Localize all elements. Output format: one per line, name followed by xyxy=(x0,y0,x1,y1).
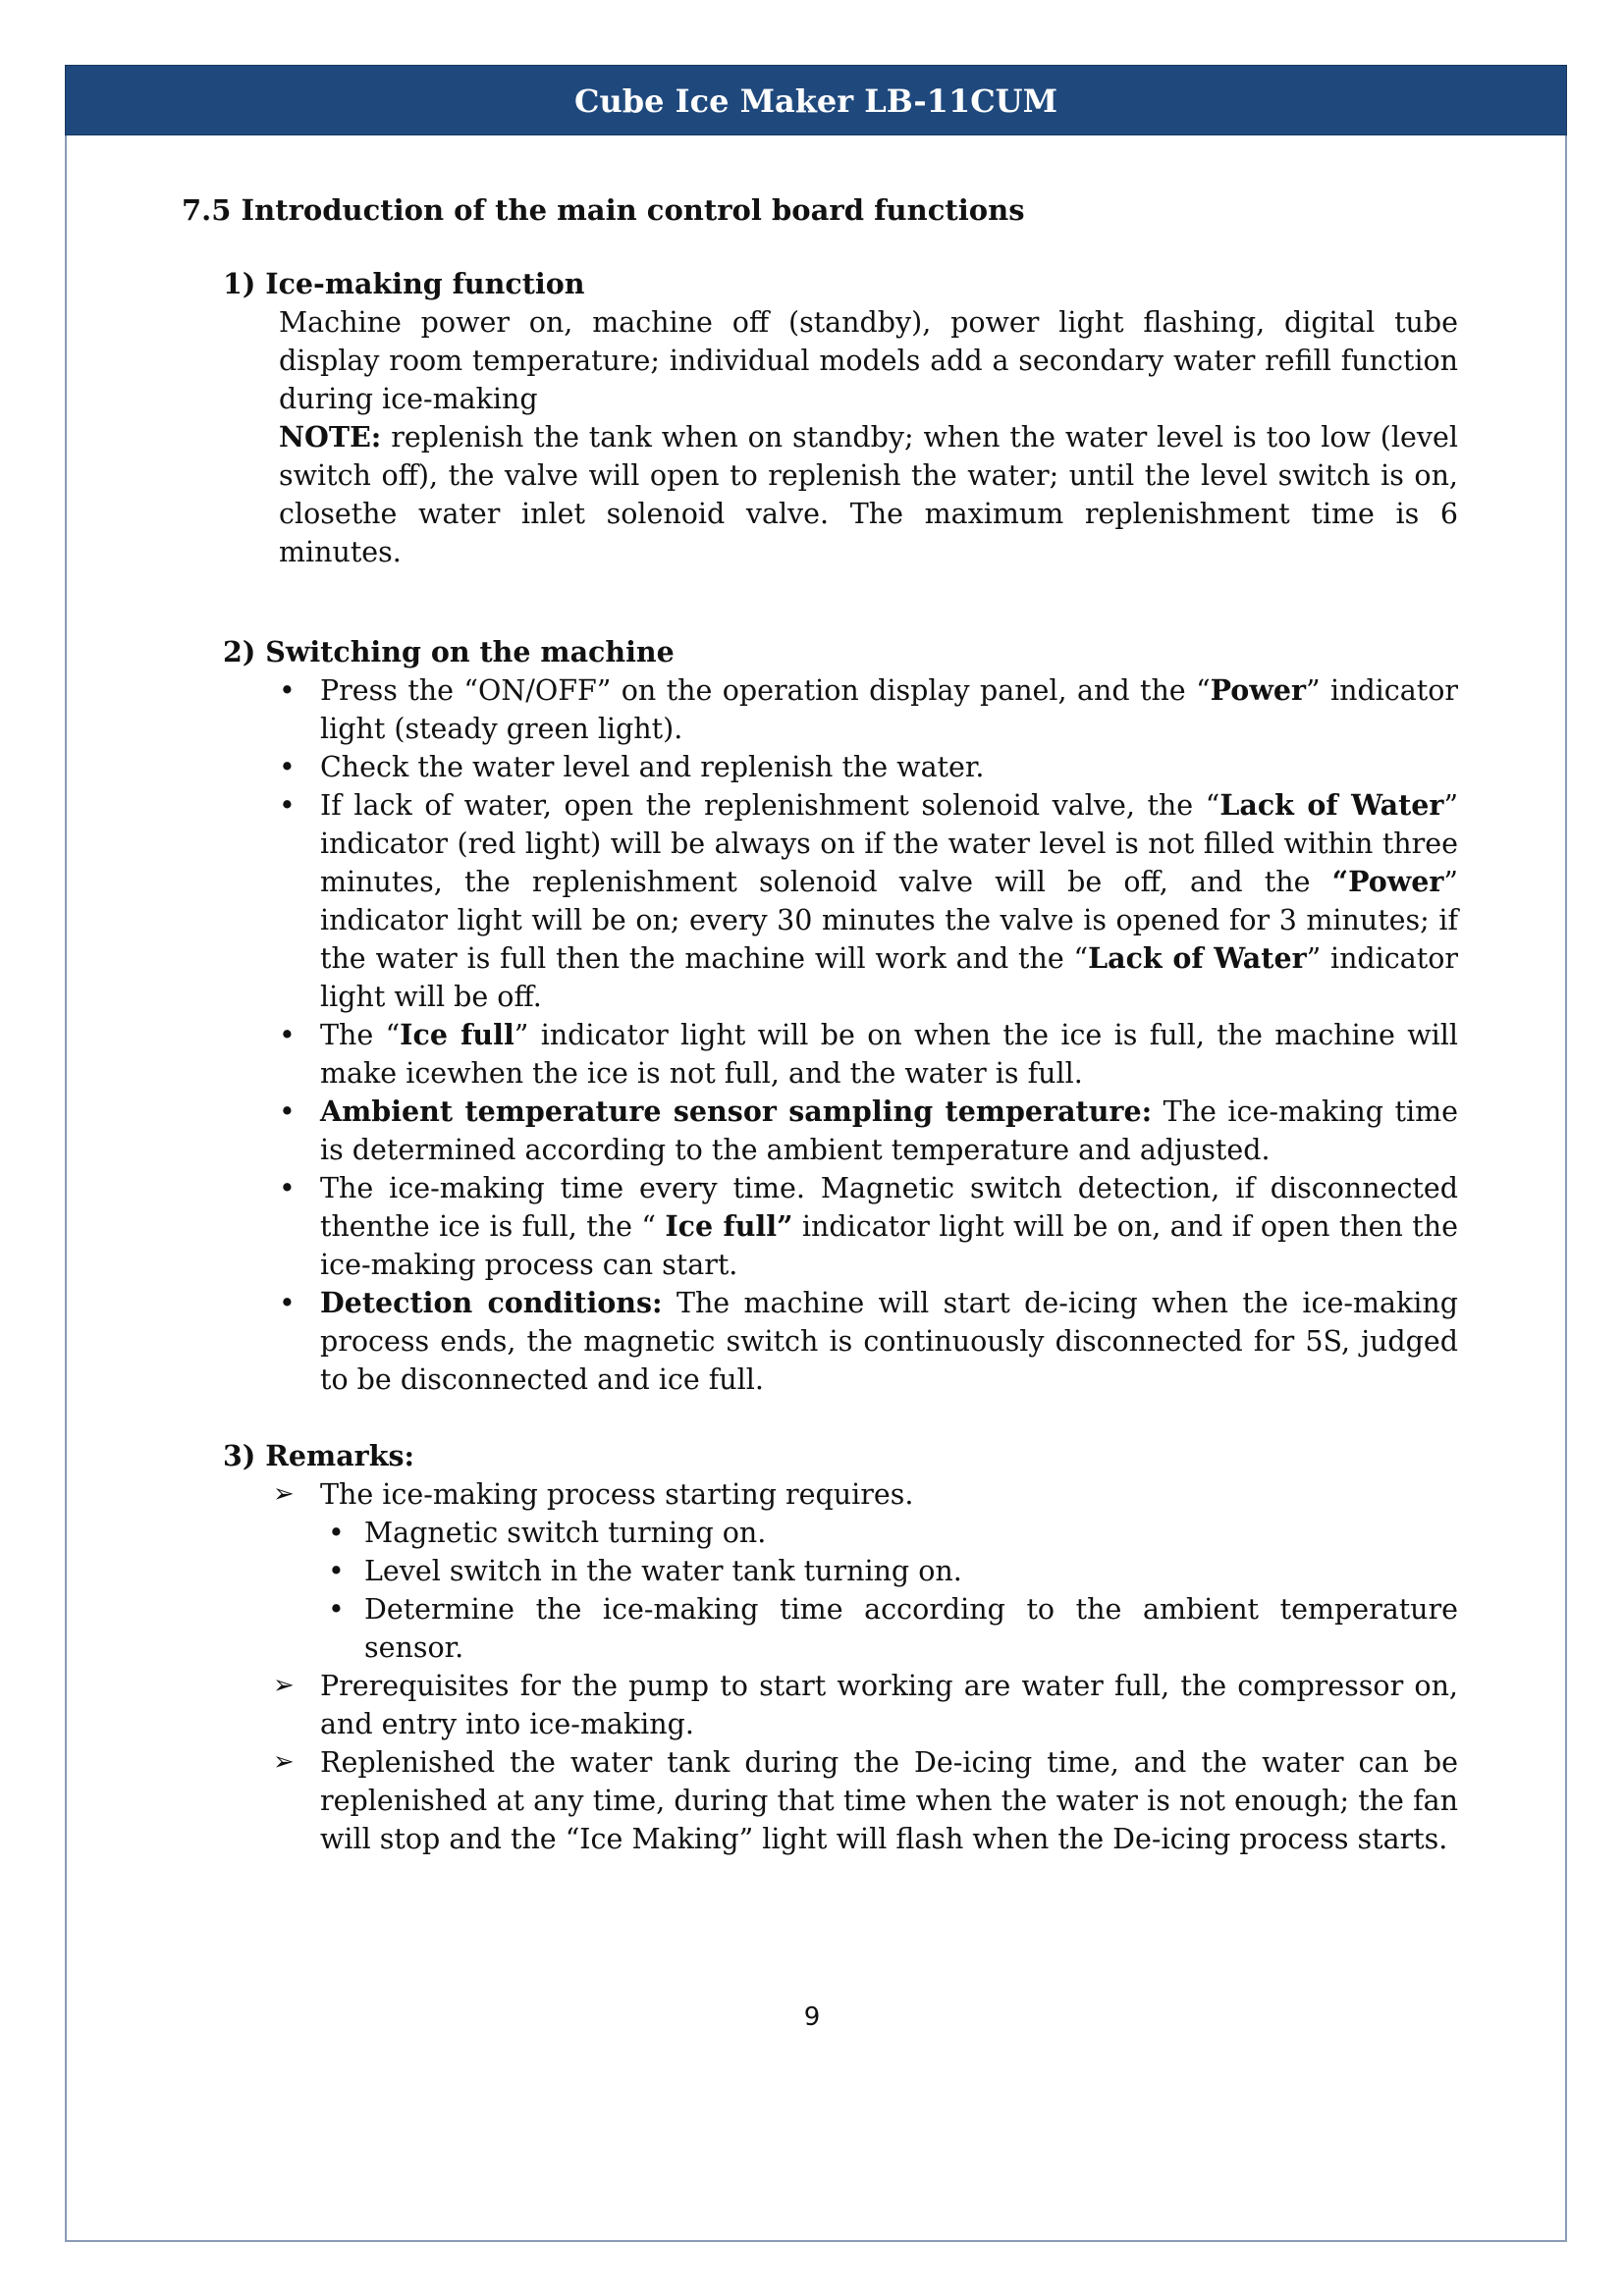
item-switching-on xyxy=(182,633,1458,1399)
document-header xyxy=(65,65,1567,135)
list-item: • Check the water level and replenish the water. xyxy=(270,748,1458,786)
item2-list xyxy=(223,671,1458,1399)
item3-title: 3) Remarks: xyxy=(223,1439,415,1472)
list-item: • Press the “ON/OFF” on the operation display panel, and the “Power” indicator light (steady green light). xyxy=(270,671,1458,748)
list-item: ➢ Prerequisites for the pump to start working are water full, the compressor on, and entry into ice-making. xyxy=(270,1667,1458,1743)
page-number: 9 xyxy=(803,2002,821,2032)
list-item: • Detection conditions: The machine will start de-icing when the ice-making process ends, the magnetic switch is continuously disconnected for 5S, judged to be disconnected and ice full. xyxy=(270,1284,1458,1399)
item-remarks xyxy=(182,1437,1458,1858)
header-title: Cube Ice Maker LB-11CUM xyxy=(574,82,1057,120)
page-content xyxy=(182,191,1458,1858)
section-title: 7.5 Introduction of the main control board functions xyxy=(182,193,1025,227)
list-item: • The “Ice full” indicator light will be on when the ice is full, the machine will make icewhen the ice is not full, and the water is full. xyxy=(270,1016,1458,1093)
list-item: ➢ The ice-making process starting requires. • Magnetic switch turning on. • Level switch in the water tank turning on. • Determine the ice-making time according to the ambient temperature sensor. xyxy=(270,1475,1458,1667)
list-item: • The ice-making time every time. Magnetic switch detection, if disconnected thenthe ice is full, the “ Ice full” indicator light will be on, and if open then the ice-making process can start. xyxy=(270,1169,1458,1284)
sub-list xyxy=(320,1514,1458,1667)
sub-list-item: • Level switch in the water tank turning on. xyxy=(320,1552,1458,1590)
item1-title: 1) Ice-making function xyxy=(223,267,585,300)
item1-note xyxy=(279,418,1458,571)
list-item: • If lack of water, open the replenishment solenoid valve, the “Lack of Water” indicator (red light) will be always on if the water level is not filled within three minutes, the replenishment solenoid valve will be off, and the “Power” indicator light will be on; every 30 minutes the valve is opened for 3 minutes; if the water is full then the machine will work and the “Lack of Water” indicator light will be off. xyxy=(270,786,1458,1016)
item-ice-making-function xyxy=(182,265,1458,571)
sub-list-item: • Determine the ice-making time according to the ambient temperature sensor. xyxy=(320,1590,1458,1667)
list-item: • Ambient temperature sensor sampling temperature: The ice-making time is determined according to the ambient temperature and adjusted. xyxy=(270,1093,1458,1169)
item1-body: Machine power on, machine off (standby), power light flashing, digital tube display room temperature; individual models add a secondary water refill function during ice-making xyxy=(279,306,1458,415)
item2-title: 2) Switching on the machine xyxy=(223,635,675,668)
note-label: NOTE: xyxy=(279,420,382,454)
list-item: ➢ Replenished the water tank during the De-icing time, and the water can be replenished at any time, during that time when the water is not enough; the fan will stop and the “Ice Making” light will flash when the De-icing process starts. xyxy=(270,1743,1458,1858)
item3-list xyxy=(223,1475,1458,1858)
sub-list-item: • Magnetic switch turning on. xyxy=(320,1514,1458,1552)
note-text: replenish the tank when on standby; when the water level is too low (level switch off), the valve will open to replenish the water; until the level switch is on, closethe water inlet solenoid valve. The maximum replenishment time is 6 minutes. xyxy=(279,421,1458,568)
